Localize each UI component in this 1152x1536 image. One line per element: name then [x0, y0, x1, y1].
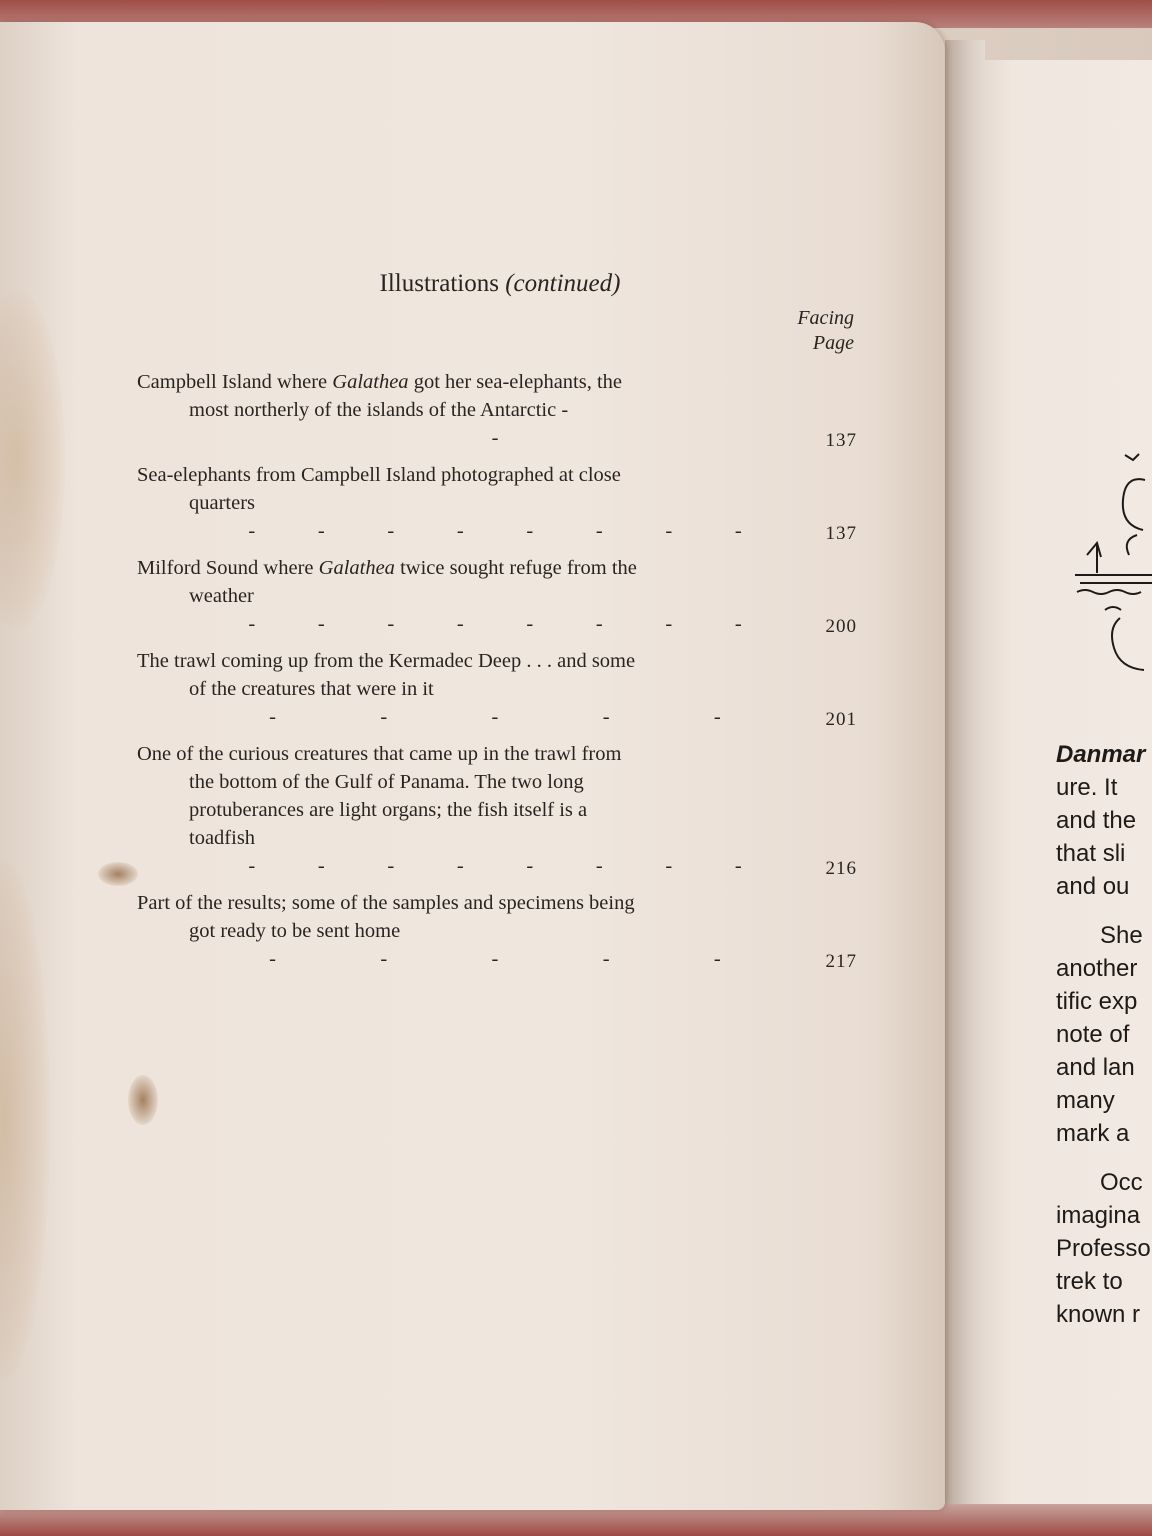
leader-dash: -	[456, 520, 464, 542]
foxing-spot	[128, 1075, 158, 1125]
right-page-line: known r	[1056, 1301, 1141, 1328]
facing-page-number: 137	[825, 523, 857, 544]
leader-dash: -	[491, 948, 499, 970]
right-page-paragraph	[1056, 919, 1152, 1150]
leader-dash: -	[248, 613, 256, 635]
leader-dashes	[189, 945, 773, 973]
entry-line	[137, 489, 773, 545]
leader-dash: -	[595, 613, 603, 635]
entry-line	[137, 917, 773, 973]
leader-dashes	[189, 424, 773, 452]
right-page-line: many	[1056, 1087, 1115, 1114]
illustration-list	[137, 368, 857, 982]
leader-dash: -	[456, 855, 464, 877]
leader-dash: -	[387, 520, 395, 542]
entry-line: Campbell Island where Galathea got her sea-elephants, the	[137, 371, 623, 393]
leader-dash: -	[602, 706, 610, 728]
leader-dash: -	[491, 427, 499, 449]
leader-dash: -	[595, 855, 603, 877]
right-page-line: and ou	[1056, 873, 1130, 900]
entry-line-text: toadfish	[189, 827, 256, 849]
leader-dash: -	[665, 520, 673, 542]
ship-name: Galathea	[318, 557, 395, 579]
leader-dashes	[189, 517, 773, 545]
leader-dash: -	[526, 613, 534, 635]
leader-dash: -	[387, 855, 395, 877]
leader-dash: -	[595, 520, 603, 542]
entry-caption	[137, 740, 773, 880]
entry-line-text: quarters	[189, 492, 256, 514]
entry-line	[137, 824, 773, 880]
leader-dash: -	[456, 613, 464, 635]
entry-caption	[137, 461, 773, 545]
right-page-line: mark a	[1056, 1120, 1130, 1147]
ship-name: Galathea	[332, 371, 409, 393]
leader-dash: -	[317, 613, 325, 635]
right-page-paragraph	[1056, 738, 1152, 903]
entry-line-text: most northerly of the islands of the Antarctic -	[189, 399, 569, 421]
entry-line: The trawl coming up from the Kermadec Deep . . . and some	[137, 650, 636, 672]
right-page-line: Professo	[1056, 1235, 1151, 1262]
illustration-entry	[137, 461, 857, 545]
leader-dash: -	[734, 855, 742, 877]
facing-page-number: 216	[825, 858, 857, 879]
right-page-line: trek to	[1056, 1268, 1123, 1295]
right-page-line: note of	[1056, 1021, 1130, 1048]
leader-dash: -	[526, 520, 534, 542]
illustration-entry	[137, 740, 857, 880]
entry-caption	[137, 647, 773, 731]
leader-dash: -	[269, 706, 276, 728]
leader-dash: -	[248, 855, 256, 877]
entry-caption	[137, 889, 773, 973]
illustration-entry	[137, 889, 857, 973]
entry-line: One of the curious creatures that came up in the trawl from	[137, 743, 622, 765]
leader-dash: -	[491, 706, 499, 728]
column-header-line2: Page	[812, 332, 854, 354]
book-gutter	[945, 40, 985, 1504]
column-header-facing-page	[770, 306, 854, 356]
leader-dash: -	[317, 520, 325, 542]
leader-dashes	[189, 610, 773, 638]
entry-line: Milford Sound where Galathea twice sought refuge from the	[137, 557, 637, 579]
right-page-line: Danmar	[1056, 741, 1146, 768]
right-page-line: Occ	[1100, 1169, 1143, 1196]
leader-dashes	[189, 852, 773, 880]
entry-caption	[137, 368, 773, 452]
leader-dash: -	[387, 613, 395, 635]
leader-dash: -	[734, 613, 742, 635]
right-page-text	[1056, 738, 1152, 1331]
leader-dash: -	[269, 948, 276, 970]
facing-page-number: 137	[825, 430, 857, 451]
foxing-spot	[98, 862, 138, 886]
facing-page-number: 201	[825, 709, 857, 730]
title-subtitle: (continued)	[505, 270, 621, 297]
leader-dash: -	[317, 855, 325, 877]
entry-line-text: of the creatures that were in it	[189, 678, 434, 700]
leader-dash: -	[380, 706, 388, 728]
illustration-entry	[137, 647, 857, 731]
illustration-entry	[137, 368, 857, 452]
ship-illustration	[1075, 440, 1152, 690]
entry-line: protuberances are light organs; the fish itself is a	[189, 799, 588, 821]
entry-line-text: weather	[189, 585, 254, 607]
right-page-line: and the	[1056, 807, 1137, 834]
leader-dashes	[189, 703, 773, 731]
title-text: Illustrations	[379, 270, 499, 297]
entry-line: the bottom of the Gulf of Panama. The two long	[189, 771, 584, 793]
page-title	[320, 270, 680, 298]
entry-line: Sea-elephants from Campbell Island photographed at close	[137, 464, 621, 486]
right-page-line: and lan	[1056, 1054, 1135, 1081]
leader-dash: -	[713, 706, 721, 728]
leader-dash: -	[526, 855, 534, 877]
leader-dash: -	[734, 520, 742, 542]
facing-page-number: 200	[825, 616, 857, 637]
right-page-line: ure. It	[1056, 774, 1118, 801]
illustration-entry	[137, 554, 857, 638]
column-header-line1: Facing	[797, 307, 854, 329]
entry-line: Part of the results; some of the samples and specimens being	[137, 892, 635, 914]
right-page-line: another	[1056, 955, 1138, 982]
right-page-line: imagina	[1056, 1202, 1141, 1229]
entry-line-text: got ready to be sent home	[189, 920, 401, 942]
entry-line	[137, 582, 773, 638]
right-page-line: tific exp	[1056, 988, 1138, 1015]
facing-page-number: 217	[825, 951, 857, 972]
right-page-line: that sli	[1056, 840, 1126, 867]
entry-line	[137, 675, 773, 731]
leader-dash: -	[380, 948, 388, 970]
leader-dash: -	[665, 855, 673, 877]
leader-dash: -	[248, 520, 256, 542]
leader-dash: -	[665, 613, 673, 635]
right-page-paragraph	[1056, 1166, 1152, 1331]
right-page-line: She	[1100, 922, 1143, 949]
entry-caption	[137, 554, 773, 638]
entry-line	[137, 396, 773, 452]
leader-dash: -	[713, 948, 721, 970]
leader-dash: -	[602, 948, 610, 970]
